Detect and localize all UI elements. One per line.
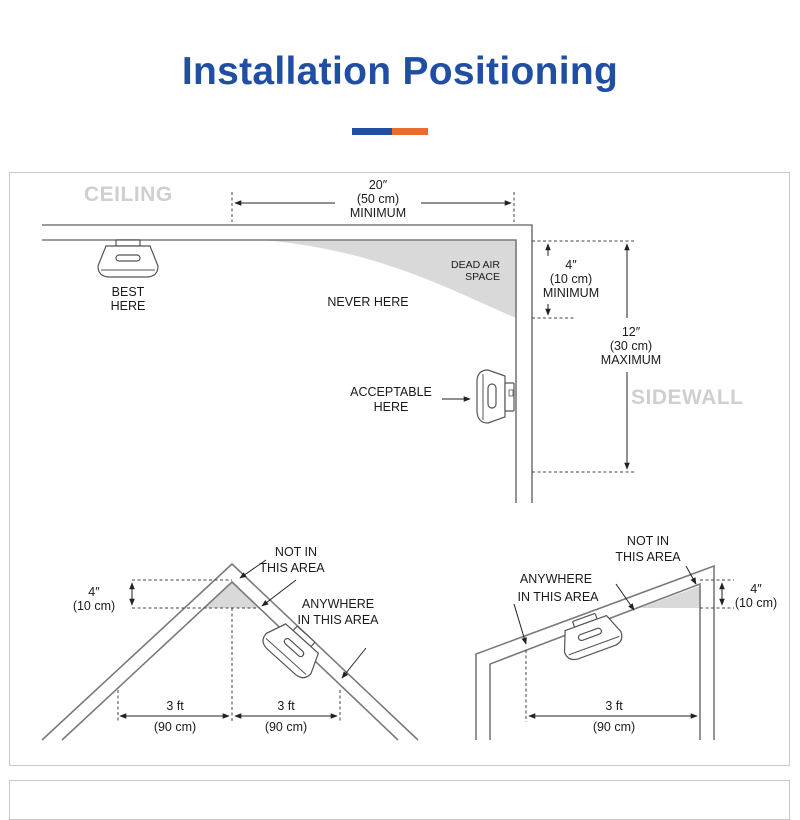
sloped-width-metric: (90 cm) <box>592 720 636 734</box>
peaked-roof-diagram <box>42 545 418 740</box>
sloped-height-metric: (10 cm) <box>734 596 778 610</box>
dead-air-label-2: SPACE <box>465 271 500 283</box>
dead-air-label-1: DEAD AIR <box>450 259 500 271</box>
min-dim-metric: (10 cm) <box>549 272 593 286</box>
ceiling-diagram <box>42 178 744 503</box>
peaked-not-in-label-2: THIS AREA <box>259 561 325 575</box>
max-dim-metric: (30 cm) <box>609 339 653 353</box>
sloped-roof-diagram <box>476 534 777 740</box>
peaked-height-value: 4″ <box>88 585 100 599</box>
sloped-height-value: 4″ <box>750 582 762 596</box>
min-dim-qualifier: MINIMUM <box>542 286 600 300</box>
peaked-left-dim-metric: (90 cm) <box>153 720 197 734</box>
sloped-anywhere-label-1: ANYWHERE <box>519 572 593 586</box>
sloped-not-in-label-1: NOT IN <box>626 534 670 548</box>
smoke-detector-icon <box>98 240 158 277</box>
peaked-anywhere-arrow-lower <box>342 648 366 678</box>
peaked-not-in-label-1: NOT IN <box>274 545 318 559</box>
width-dim-value: 20″ <box>368 178 388 192</box>
peaked-height-metric: (10 cm) <box>72 599 116 613</box>
never-here-label: NEVER HERE <box>327 295 409 309</box>
best-here-label-1: BEST <box>111 285 145 299</box>
sloped-width-value: 3 ft <box>605 699 623 713</box>
sloped-anywhere-label-2: IN THIS AREA <box>517 590 599 604</box>
acceptable-label-2: HERE <box>373 400 409 414</box>
peaked-right-dim-metric: (90 cm) <box>264 720 308 734</box>
smoke-detector-icon <box>556 607 625 662</box>
page-title: Installation Positioning <box>181 50 619 93</box>
peaked-right-dim-value: 3 ft <box>277 699 295 713</box>
min-dim-value: 4″ <box>565 258 577 272</box>
peaked-anywhere-arrow-upper <box>262 580 296 606</box>
not-in-area-region <box>204 582 260 608</box>
ceiling-label: CEILING <box>84 183 173 206</box>
max-dim-qualifier: MAXIMUM <box>600 353 662 367</box>
sidewall-label: SIDEWALL <box>631 386 744 409</box>
smoke-detector-icon <box>477 370 514 423</box>
peaked-anywhere-label-2: IN THIS AREA <box>297 613 379 627</box>
acceptable-label-1: ACCEPTABLE <box>350 385 432 399</box>
sloped-not-in-label-2: THIS AREA <box>615 550 681 564</box>
peaked-anywhere-label-1: ANYWHERE <box>301 597 375 611</box>
width-dim-qualifier: MINIMUM <box>349 206 407 220</box>
width-dim-metric: (50 cm) <box>356 192 400 206</box>
max-dim-value: 12″ <box>621 325 641 339</box>
peaked-left-dim-value: 3 ft <box>166 699 184 713</box>
best-here-label-2: HERE <box>110 299 146 313</box>
